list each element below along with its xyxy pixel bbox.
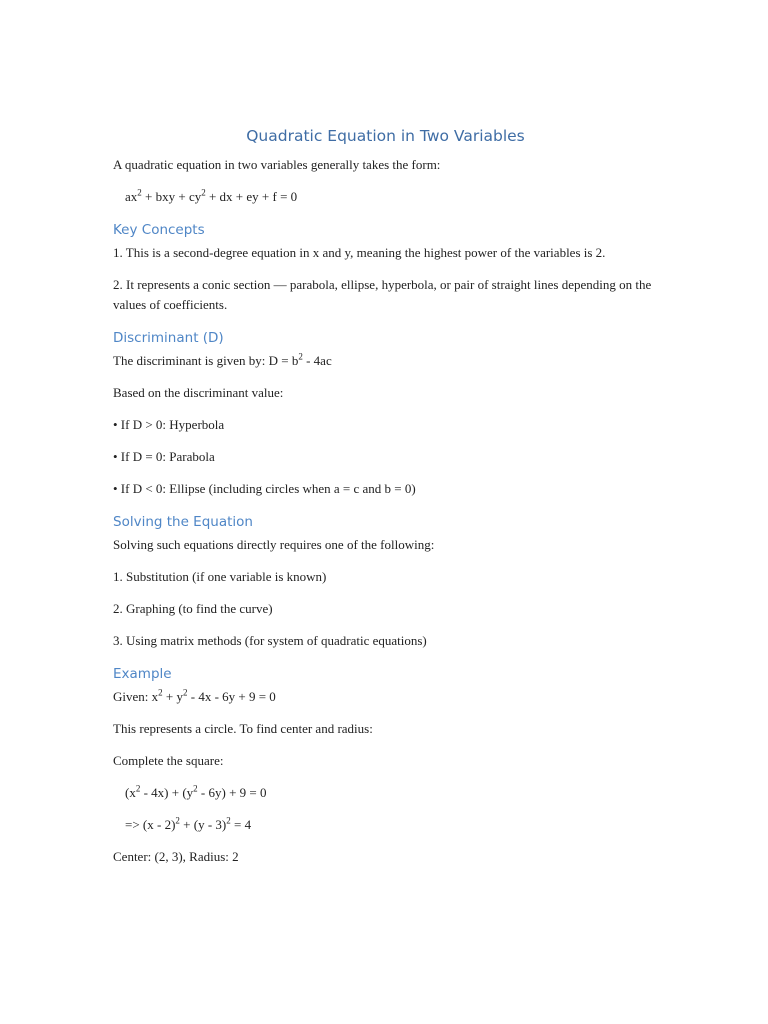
solving-intro: Solving such equations directly requires one of the following: (113, 537, 435, 552)
key-concepts-heading: Key Concepts (113, 222, 205, 238)
eq-part: => (x - 2) (125, 817, 176, 832)
discriminant-formula (113, 351, 658, 371)
example-step-2 (113, 815, 658, 835)
document-title: Quadratic Equation in Two Variables (246, 127, 525, 145)
exponent: 2 (193, 783, 198, 794)
exponent: 2 (201, 187, 206, 198)
eq-part: - 4x) + (y (140, 785, 194, 800)
example-heading: Example (113, 666, 172, 682)
exponent: 2 (226, 815, 231, 826)
eq-part: + dx + ey + f = 0 (205, 189, 298, 204)
eq-part: + y (162, 689, 183, 704)
formula-part: The discriminant is given by: D = b (113, 353, 299, 368)
eq-part: + (y - 3) (179, 817, 227, 832)
eq-part: - 6y) + 9 = 0 (197, 785, 267, 800)
solving-item: 3. Using matrix methods (for system of quadratic equations) (113, 633, 427, 648)
exponent: 2 (182, 687, 188, 698)
example-complete-square: Complete the square: (113, 753, 224, 768)
document-content (113, 126, 658, 867)
discriminant-heading: Discriminant (D) (113, 330, 224, 346)
example-given (113, 687, 658, 707)
discriminant-based-on: Based on the discriminant value: (113, 385, 284, 400)
example-represents: This represents a circle. To find center and radius: (113, 721, 373, 736)
solving-item: 1. Substitution (if one variable is known) (113, 569, 327, 584)
example-result: Center: (2, 3), Radius: 2 (113, 849, 239, 864)
intro-text: A quadratic equation in two variables generally takes the form: (113, 157, 441, 172)
eq-part: - 4x - 6y + 9 = 0 (187, 689, 276, 704)
exponent: 2 (158, 687, 163, 698)
discriminant-bullet: • If D = 0: Parabola (113, 449, 215, 464)
key-concept-item: 1. This is a second-degree equation in x and y, meaning the highest power of the variables is 2. (113, 245, 606, 260)
eq-part: ax (125, 189, 138, 204)
eq-part: Given: x (113, 689, 159, 704)
general-form-equation (113, 187, 658, 207)
exponent: 2 (298, 351, 303, 362)
discriminant-bullet: • If D < 0: Ellipse (including circles when a = c and b = 0) (113, 481, 416, 496)
eq-part: = 4 (230, 817, 252, 832)
example-step-1 (113, 783, 658, 803)
formula-part: - 4ac (302, 353, 332, 368)
eq-part: + bxy + cy (141, 189, 202, 204)
exponent: 2 (135, 783, 141, 794)
solving-heading: Solving the Equation (113, 514, 253, 530)
eq-part: (x (125, 785, 136, 800)
key-concept-item: 2. It represents a conic section — parabola, ellipse, hyperbola, or pair of straight lines depending on the values of coefficients. (113, 277, 652, 312)
solving-item: 2. Graphing (to find the curve) (113, 601, 273, 616)
exponent: 2 (175, 815, 180, 826)
exponent: 2 (137, 187, 142, 198)
discriminant-bullet: • If D > 0: Hyperbola (113, 417, 225, 432)
